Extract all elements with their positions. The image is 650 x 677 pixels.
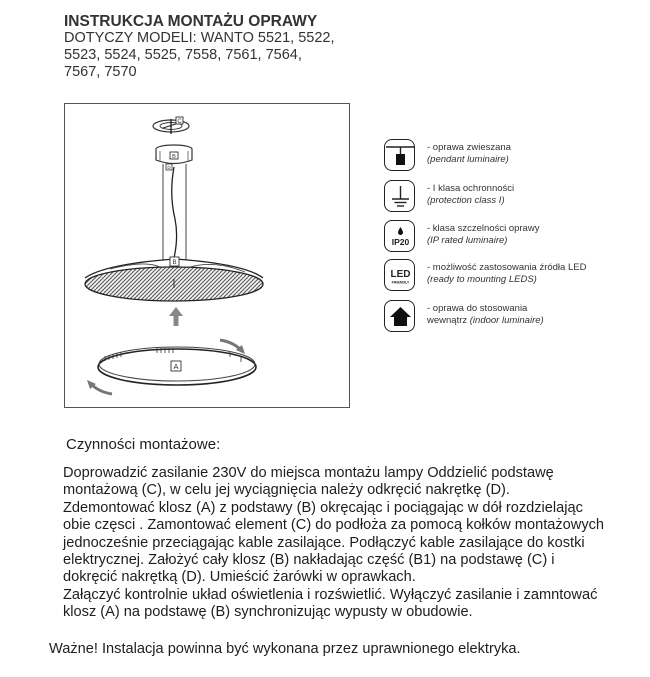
label-c: C	[177, 119, 182, 125]
ceiling-cap	[153, 117, 189, 134]
led-icon	[384, 259, 415, 291]
models-line: 5523, 5524, 5525, 7558, 7561, 7564,	[64, 47, 302, 63]
suspension-cables	[163, 164, 186, 262]
legend-item	[384, 180, 644, 212]
label-b: B	[172, 154, 176, 160]
instruction-line: dokręcić nakrętką (D). Umieścić żarówki w oprawkach.	[63, 569, 416, 586]
rotate-arrow-icon	[87, 340, 245, 394]
legend-item	[384, 139, 644, 171]
models-list	[64, 30, 344, 81]
assembly-drawing	[64, 103, 350, 408]
lamp-shade	[85, 257, 263, 301]
document-header	[64, 13, 344, 81]
instruction-line: Załączyć kontrolnie układ oświetlenia i rozświetlić. Wyłączyć zasilanie i zamntować	[63, 586, 598, 603]
led-icon-subtext: FRIENDLY	[391, 280, 410, 285]
legend-label-en: (indoor luminaire)	[469, 315, 544, 326]
instruction-line: klosz (A) na podstawę (B) synchronizując wypusty w obudowie.	[63, 604, 473, 621]
instructions-body	[63, 465, 623, 622]
models-line: 7567, 7570	[64, 64, 137, 80]
label-a: A	[173, 362, 179, 371]
legend-label-pl: - klasa szczelności oprawy	[427, 223, 540, 234]
ip20-icon-text: IP20	[391, 237, 410, 247]
label-d: D	[167, 165, 171, 170]
safety-warning: Ważne! Instalacja powinna być wykonana przez uprawnionego elektryka.	[49, 641, 521, 657]
instruction-line: obie częsci . Zamontować element (C) do podłoża za pomocą kołków montażowych	[63, 517, 605, 534]
indoor-icon	[384, 300, 415, 332]
instructions-title: Czynności montażowe:	[66, 436, 221, 453]
legend-item	[384, 300, 644, 332]
models-line: DOTYCZY MODELI: WANTO 5521, 5522,	[64, 30, 335, 46]
ip20-icon	[384, 220, 415, 252]
canopy-base	[156, 145, 192, 170]
ground-icon	[384, 180, 415, 212]
assembly-illustration	[65, 104, 351, 409]
pendant-icon	[384, 139, 415, 171]
instruction-line: Zdemontować klosz (A) z podstawy (B) okręcając i pociągając w dół rozdzielając	[63, 499, 583, 516]
legend-label-en: (ready to mounting LEDS)	[427, 274, 537, 285]
legend-label-pl: - oprawa zwieszana	[427, 142, 511, 153]
led-icon-text: LED	[390, 269, 411, 280]
legend-label-pl: - możliwość zastosowania źródła LED	[427, 262, 587, 273]
document-title: INSTRUKCJA MONTAŻU OPRAWY	[64, 13, 318, 30]
legend-label-pl: wewnątrz	[427, 315, 468, 326]
instruction-line: elektrycznej. Założyć cały klosz (B) nakładając część (B1) na podstawę (C) i	[63, 552, 555, 569]
legend-item	[384, 259, 644, 291]
legend-label-en: (pendant luminaire)	[427, 154, 509, 165]
legend-label-en: (IP rated luminaire)	[427, 235, 508, 246]
diffuser-ring	[98, 347, 256, 385]
instruction-line: jednocześnie przeciągając kable zasilające. Podłączyć kable zasilające do kostki	[63, 534, 585, 551]
legend-item	[384, 220, 644, 252]
legend-label-en: (protection class I)	[427, 195, 505, 206]
label-b1: B	[172, 260, 177, 266]
legend-label-pl: - I klasa ochronności	[427, 183, 515, 194]
instruction-line: montażową (C), w celu jej wyciągnięcia należy odkręcić nakrętkę (D).	[63, 482, 510, 499]
legend-label-pl: - oprawa do stosowania	[427, 303, 528, 314]
up-arrow-icon	[169, 307, 183, 326]
instruction-line: Doprowadzić zasilanie 230V do miejsca montażu lampy Oddzielić podstawę	[63, 465, 554, 481]
